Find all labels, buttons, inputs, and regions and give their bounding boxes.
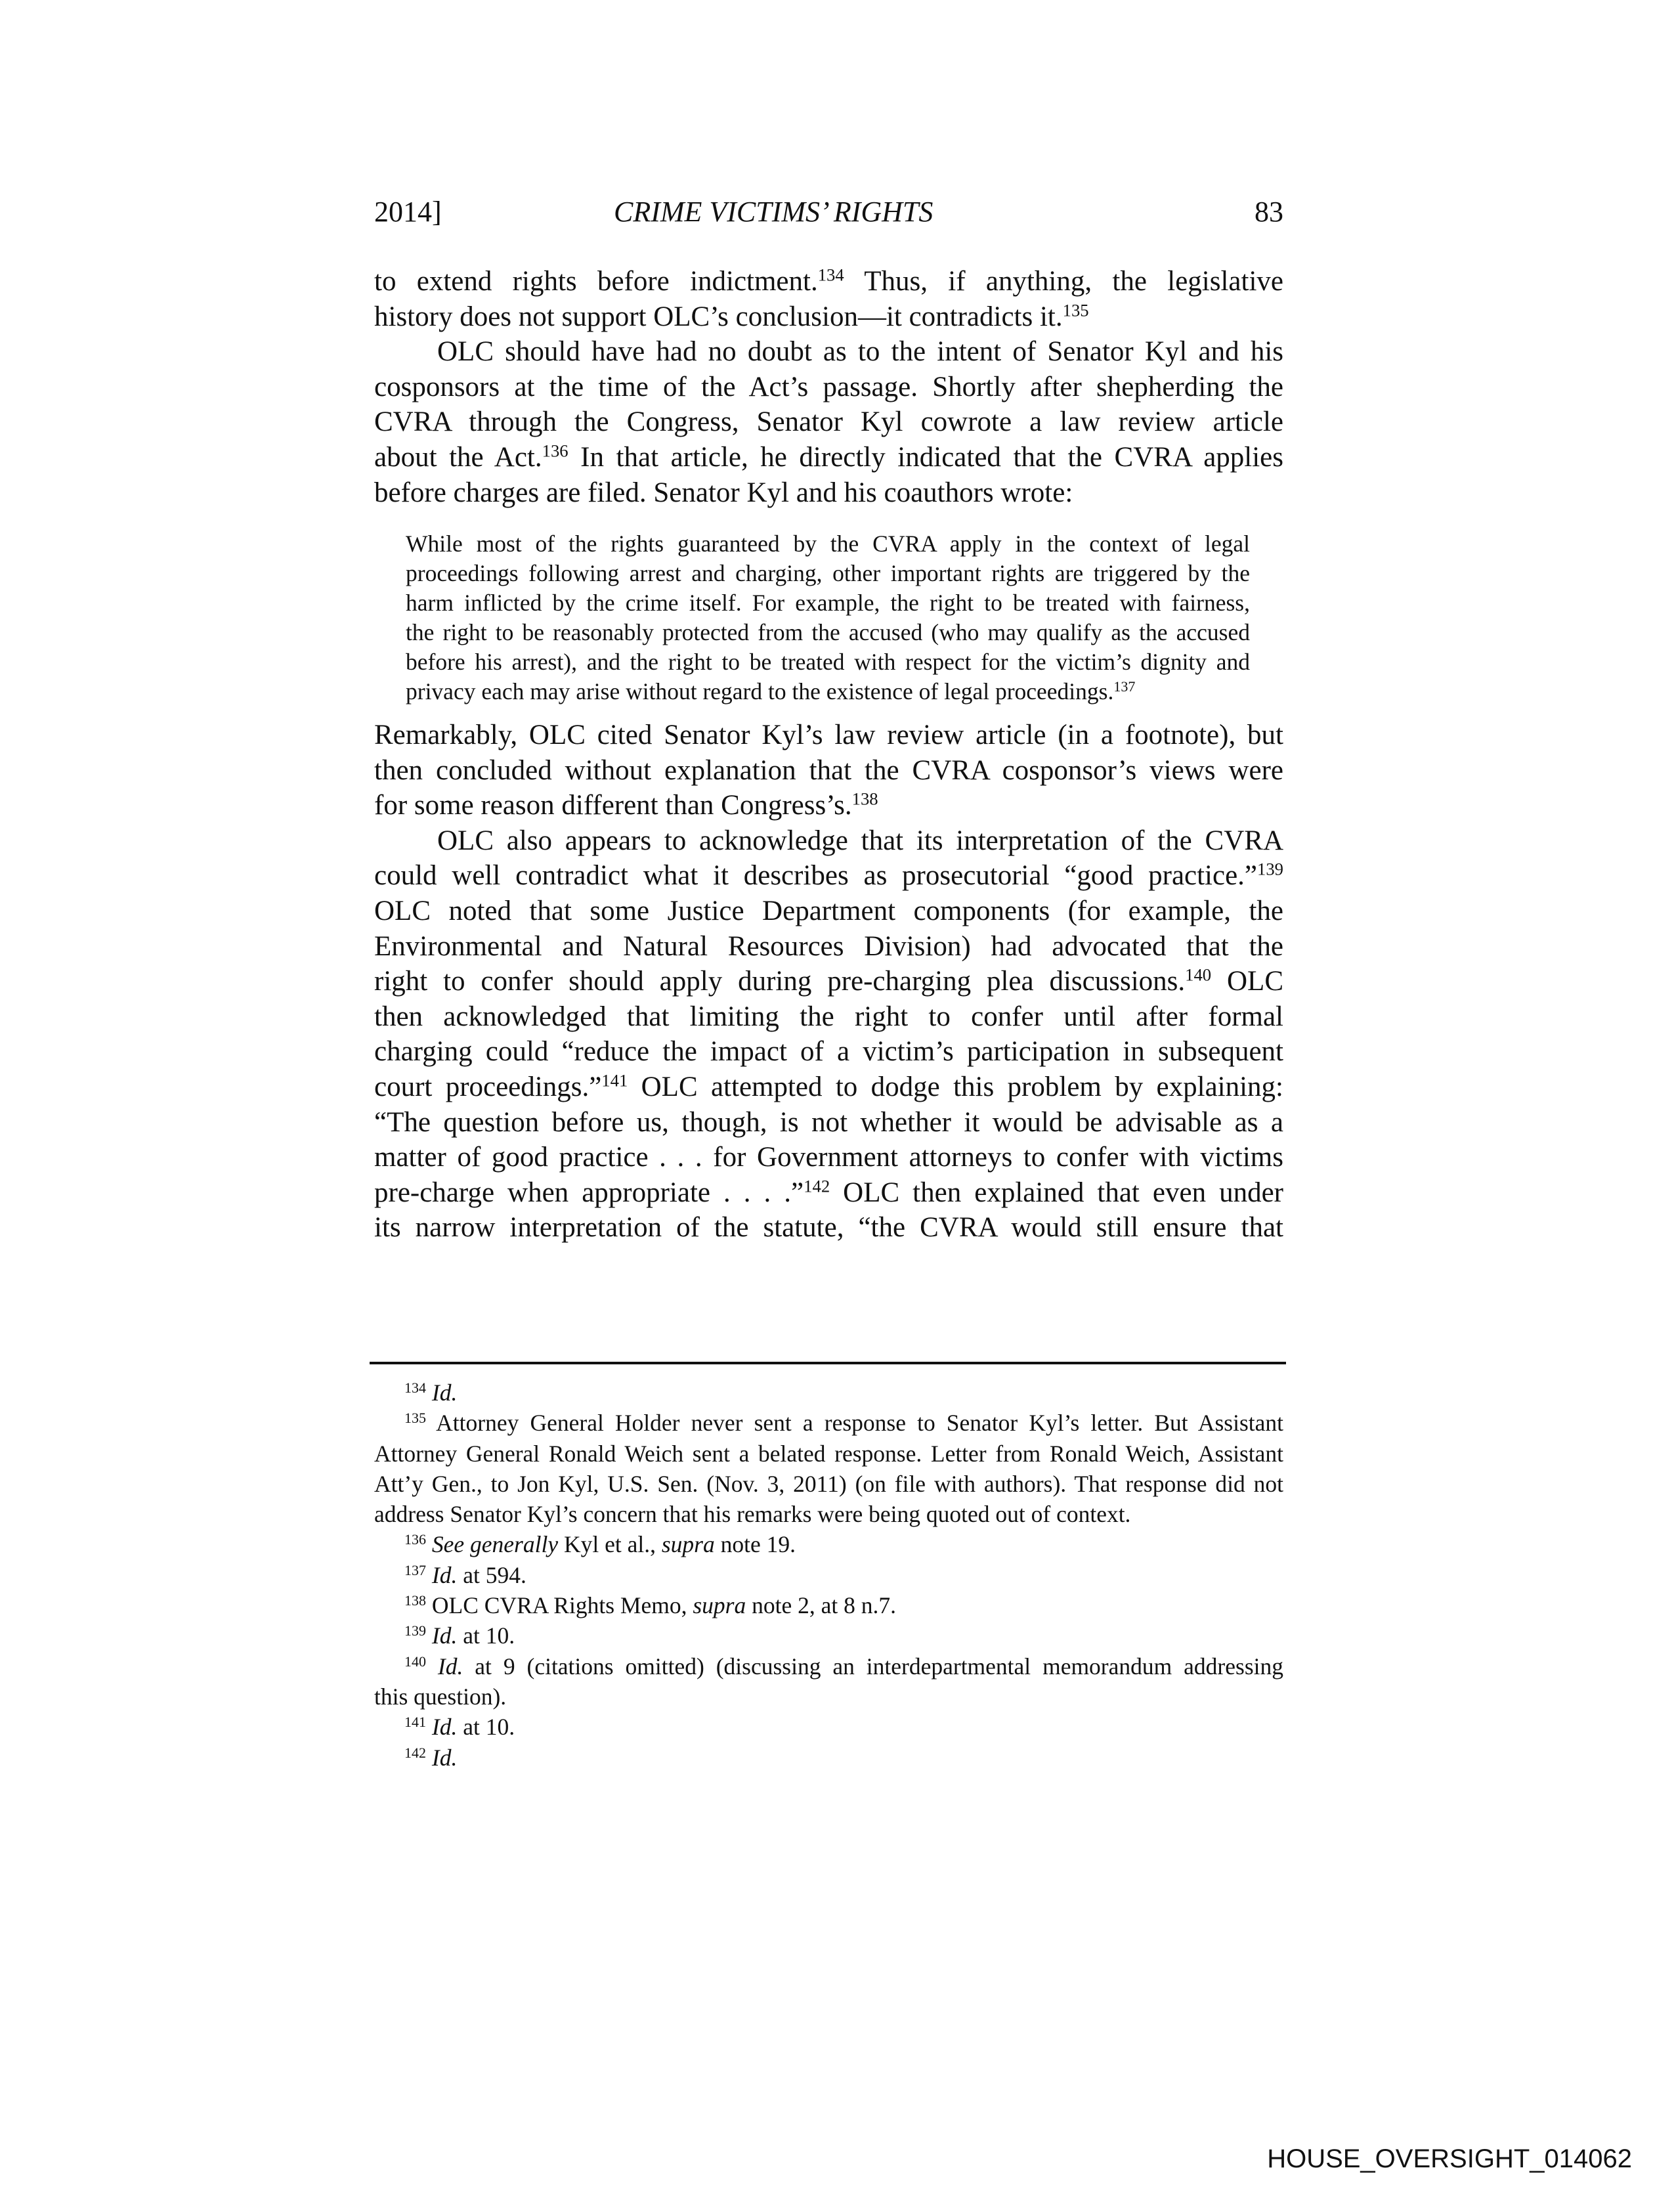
footnote-marker: 136 bbox=[404, 1531, 426, 1548]
text-segment: history does not support OLC’s conclusion—it contradicts it. bbox=[374, 301, 1063, 332]
text-line bbox=[374, 964, 1283, 999]
footnote-marker: 142 bbox=[804, 1176, 830, 1196]
text-segment: Att’y Gen., to Jon Kyl, U.S. Sen. (Nov. 3, 2011) (on file with authors). That response did not bbox=[374, 1470, 1283, 1497]
text-line bbox=[374, 823, 1283, 859]
text-line bbox=[374, 858, 1283, 894]
text-segment: supra bbox=[661, 1531, 715, 1558]
footnote-line bbox=[374, 1560, 1283, 1590]
footnote-marker: 137 bbox=[404, 1561, 426, 1578]
text-line bbox=[374, 929, 1283, 965]
text-segment: Attorney General Ronald Weich sent a belated response. Letter from Ronald Weich, Assistant bbox=[374, 1440, 1283, 1467]
block-quote bbox=[406, 529, 1250, 706]
text-segment: harm inflicted by the crime itself. For example, the right to be treated with fairness, bbox=[406, 590, 1250, 616]
text-segment bbox=[426, 1379, 432, 1406]
footnote-marker: 139 bbox=[404, 1622, 426, 1639]
text-line bbox=[374, 788, 1283, 823]
header-year: 2014] bbox=[374, 196, 442, 228]
body-text-bottom bbox=[374, 718, 1283, 1246]
text-segment: OLC then explained that even under bbox=[830, 1177, 1283, 1208]
text-segment bbox=[426, 1531, 432, 1557]
text-line bbox=[374, 1210, 1283, 1246]
text-segment: this question). bbox=[374, 1683, 507, 1710]
footnote-line bbox=[374, 1469, 1283, 1499]
text-segment: Attorney General Holder never sent a response to Senator Kyl’s letter. But Assistant bbox=[426, 1410, 1283, 1437]
footnote-marker: 141 bbox=[601, 1070, 628, 1091]
text-segment: Thus, if anything, the legislative bbox=[844, 266, 1283, 297]
text-segment bbox=[426, 1562, 432, 1588]
footnote-marker: 141 bbox=[404, 1714, 426, 1731]
text-segment bbox=[426, 1745, 432, 1771]
footnote-marker: 138 bbox=[404, 1592, 426, 1609]
text-segment: matter of good practice . . . for Government attorneys to confer with victims bbox=[374, 1142, 1283, 1173]
footnote-marker: 140 bbox=[404, 1653, 426, 1670]
text-line bbox=[406, 618, 1250, 647]
footnote-line bbox=[374, 1499, 1283, 1529]
text-segment: court proceedings.” bbox=[374, 1071, 602, 1102]
text-segment: at 594. bbox=[457, 1561, 526, 1588]
footnote-marker: 134 bbox=[817, 265, 844, 285]
text-line bbox=[406, 647, 1250, 677]
text-line bbox=[374, 753, 1283, 789]
footnote-line bbox=[374, 1377, 1283, 1408]
text-segment: address Senator Kyl’s concern that his remarks were being quoted out of context. bbox=[374, 1501, 1131, 1528]
footnote-marker: 142 bbox=[404, 1744, 426, 1761]
text-segment bbox=[426, 1714, 432, 1740]
text-line bbox=[374, 440, 1283, 475]
footnote-marker: 135 bbox=[1062, 299, 1089, 320]
text-segment: Environmental and Natural Resources Division) had advocated that the bbox=[374, 930, 1283, 962]
text-segment: See generally bbox=[431, 1531, 559, 1558]
footnote-line bbox=[374, 1590, 1283, 1620]
text-line bbox=[406, 677, 1250, 706]
text-line bbox=[374, 718, 1283, 753]
header-title: CRIME VICTIMS’ RIGHTS bbox=[614, 196, 934, 228]
text-line bbox=[374, 370, 1283, 405]
text-line bbox=[374, 1034, 1283, 1070]
text-segment: OLC also appears to acknowledge that its interpretation of the CVRA bbox=[437, 825, 1283, 856]
text-line bbox=[374, 999, 1283, 1035]
text-segment: then acknowledged that limiting the right to confer until after formal bbox=[374, 1001, 1283, 1032]
footnote-line bbox=[374, 1620, 1283, 1651]
text-segment: In that article, he directly indicated that the CVRA applies bbox=[568, 441, 1284, 473]
text-segment: CVRA through the Congress, Senator Kyl cowrote a law review article bbox=[374, 406, 1283, 438]
footnote-marker: 134 bbox=[404, 1379, 426, 1396]
footnote-line bbox=[374, 1439, 1283, 1469]
text-segment: the right to be reasonably protected from the accused (who may qualify as the accused bbox=[406, 619, 1250, 645]
footnote-marker: 137 bbox=[1113, 678, 1136, 695]
text-segment: charging could “reduce the impact of a victim’s participation in subsequent bbox=[374, 1036, 1283, 1068]
text-line bbox=[374, 1070, 1283, 1105]
text-segment: privacy each may arise without regard to the existence of legal proceedings. bbox=[406, 678, 1114, 705]
text-segment: Id. bbox=[431, 1714, 458, 1741]
text-segment: at 9 (citations omitted) (discussing an interdepartmental memorandum addressing bbox=[463, 1653, 1283, 1680]
footnotes bbox=[374, 1377, 1283, 1773]
text-segment: OLC noted that some Justice Department components (for example, the bbox=[374, 895, 1283, 926]
text-segment: While most of the rights guaranteed by the CVRA apply in the context of legal bbox=[406, 531, 1250, 557]
text-line bbox=[374, 1140, 1283, 1175]
footnote-marker: 136 bbox=[542, 441, 569, 461]
text-line bbox=[406, 559, 1250, 588]
text-segment: before his arrest), and the right to be treated with respect for the victim’s dignity and bbox=[406, 649, 1250, 675]
text-segment: Kyl et al., bbox=[558, 1531, 662, 1558]
text-segment: OLC CVRA Rights Memo, bbox=[426, 1592, 693, 1619]
page-number: 83 bbox=[1255, 196, 1283, 228]
text-segment: pre-charge when appropriate . . . .” bbox=[374, 1177, 804, 1208]
footnote-line bbox=[374, 1681, 1283, 1712]
text-line bbox=[374, 299, 1283, 335]
text-segment: Remarkably, OLC cited Senator Kyl’s law review article (in a footnote), but bbox=[374, 720, 1283, 750]
text-line bbox=[374, 334, 1283, 370]
footnote-line bbox=[374, 1712, 1283, 1742]
text-segment: proceedings following arrest and charging, other important rights are triggered by the bbox=[406, 560, 1250, 586]
footnote-marker: 135 bbox=[404, 1410, 426, 1427]
text-segment: supra bbox=[693, 1592, 746, 1619]
text-segment: OLC should have had no doubt as to the intent of Senator Kyl and his bbox=[437, 336, 1283, 368]
text-segment: to extend rights before indictment. bbox=[374, 266, 818, 297]
footnote-divider bbox=[370, 1362, 1286, 1364]
text-segment: then concluded without explanation that the CVRA cosponsor’s views were bbox=[374, 754, 1283, 786]
text-segment: right to confer should apply during pre-charging plea discussions. bbox=[374, 966, 1186, 997]
text-segment: note 2, at 8 n.7. bbox=[746, 1592, 896, 1619]
text-line bbox=[406, 529, 1250, 559]
text-segment: Id. bbox=[431, 1622, 458, 1649]
text-segment: could well contradict what it describes as prosecutorial “good practice.” bbox=[374, 860, 1258, 892]
text-segment: before charges are filed. Senator Kyl and his coauthors wrote: bbox=[374, 477, 1073, 508]
text-line bbox=[374, 894, 1283, 929]
text-segment: note 19. bbox=[714, 1531, 796, 1558]
text-segment: “The question before us, though, is not whether it would be advisable as a bbox=[374, 1106, 1283, 1138]
footnote-line bbox=[374, 1529, 1283, 1559]
footnote-marker: 138 bbox=[851, 789, 878, 809]
footnote-line bbox=[374, 1651, 1283, 1681]
text-line bbox=[374, 475, 1283, 511]
text-segment: for some reason different than Congress’s. bbox=[374, 790, 852, 821]
text-segment: Id. bbox=[431, 1379, 458, 1406]
text-segment: Id. bbox=[431, 1744, 458, 1771]
text-segment: its narrow interpretation of the statute, “the CVRA would still ensure that bbox=[374, 1212, 1283, 1244]
text-line bbox=[374, 1175, 1283, 1211]
body-text-top bbox=[374, 264, 1283, 510]
text-segment: at 10. bbox=[457, 1622, 515, 1649]
footnote-marker: 139 bbox=[1257, 859, 1283, 879]
text-line bbox=[406, 588, 1250, 618]
text-segment bbox=[426, 1653, 438, 1680]
text-segment: OLC bbox=[1211, 966, 1284, 997]
text-line bbox=[374, 264, 1283, 299]
footnote-marker: 140 bbox=[1185, 965, 1212, 985]
text-segment: OLC attempted to dodge this problem by explaining: bbox=[628, 1071, 1283, 1102]
text-segment: Id. bbox=[437, 1653, 463, 1680]
footnote-line bbox=[374, 1408, 1283, 1438]
text-segment: about the Act. bbox=[374, 441, 542, 473]
running-header bbox=[374, 194, 1283, 230]
footnote-line bbox=[374, 1743, 1283, 1773]
text-line bbox=[374, 404, 1283, 440]
text-segment bbox=[426, 1622, 432, 1649]
text-segment: Id. bbox=[431, 1561, 458, 1588]
text-segment: cosponsors at the time of the Act’s passage. Shortly after shepherding the bbox=[374, 371, 1283, 402]
bates-stamp: HOUSE_OVERSIGHT_014062 bbox=[1267, 2144, 1632, 2173]
text-segment: at 10. bbox=[457, 1714, 515, 1741]
text-line bbox=[374, 1105, 1283, 1140]
